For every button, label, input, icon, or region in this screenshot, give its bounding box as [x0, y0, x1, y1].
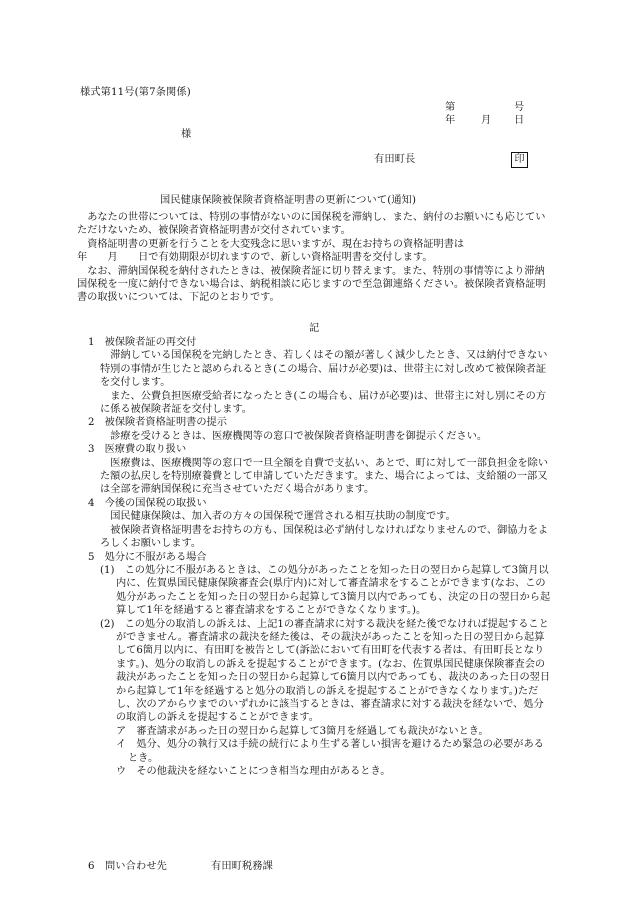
section-1-paragraph-2: また、公費負担医療受給者になったとき(この場合も、届けが必要)は、世帯主に対し別にその方に係る被保険者証を交付します。 — [100, 390, 547, 416]
ki-heading: 記 — [309, 323, 320, 334]
section-2-paragraph-1: 診療を受けるときは、医療機関等の窓口で被保険者資格証明書を御提示ください。 — [110, 430, 488, 442]
sections-1-4 — [88, 336, 551, 778]
date-hi: 日 — [514, 115, 525, 126]
section-5-sub-a: ア 審査請求があった日の翌日から起算して3箇月を経過しても裁決がないとき。 — [116, 725, 489, 737]
section-3-paragraph-1: 医療費は、医療機関等の窓口で一旦全額を自費で支払い、あとで、町に対して一部負担金を除いた額の払戻しを特別療養費として申請していただきます。また、場合によっては、支給額の一部又は全部を滞納国保税に充当させていただく場合があります。 — [100, 457, 549, 496]
section-5-heading: 5 処分に不服がある場合 — [88, 551, 207, 563]
section-4-paragraph-2: 被保険者資格証明書をお持ちの方も、国保税は必ず納付しなければなりませんので、御協力をよろしくお願いします。 — [100, 524, 549, 550]
section-5-sub-i: イ 処分、処分の執行又は手続の続行により生ずる著しい損害を避けるため緊急の必要があるとき。 — [116, 739, 544, 764]
section-5-sub-u: ウ その他裁決を経ないことにつき相当な理由があるとき。 — [116, 766, 391, 777]
section-5-item-1: (1) この処分に不服があるときは、この処分があったことを知った日の翌日から起算して3箇月以内に、佐賀県国民健康保険審査会(県庁内)に対して審査請求をすることができます(なお、この処分があったことを知った日の翌日から起算して3箇月以内であっても、決定の日の翌日から起算して1年を経過すると審査請求をすることができなくなります。)。 — [100, 564, 551, 617]
date-nen: 年 — [445, 115, 456, 126]
intro-block — [77, 211, 549, 305]
number-go: 号 — [514, 102, 525, 113]
section-1-heading: 1 被保険者証の再交付 — [88, 337, 197, 348]
document-title: 国民健康保険被保険者資格証明書の更新について(通知) — [160, 195, 417, 206]
intro-paragraph-2: 資格証明書の更新を行うことを大変残念に思いますが、現在お持ちの資格証明書は — [87, 238, 465, 250]
intro-paragraph-1: あなたの世帯については、特別の事情がないのに国保税を滞納し、また、納付のお願いにも応じていただけないため、被保険者資格証明書が交付されています。 — [77, 212, 546, 237]
intro-paragraph-3: 年 月 日で有効期限が切れますので、新しい資格証明書を交付します。 — [77, 252, 433, 264]
number-dai: 第 — [445, 102, 456, 113]
issuer-name: 有田町長 — [374, 154, 416, 165]
section-3-heading: 3 医療費の取り扱い — [88, 444, 187, 456]
contact-value: 有田町税務課 — [211, 861, 274, 872]
seal-stamp: 印 — [511, 152, 528, 168]
section-5-item-2: (2) この処分の取消しの訴えは、上記1の審査請求に対する裁決を経た後でなければ提起することができません。審査請求の裁決を経た後は、その裁決があったことを知った日の翌日から起算して6箇月以内に、有田町を被告として(訴訟において有田町を代表する者は、有田町長となります。)、処分の取消しの訴えを提起することができます。(なお、佐賀県国民健康保険審査会の裁決があったことを知った日の翌日から起算して6箇月以内であっても、裁決のあった日の翌日から起算して1年を経過すると処分の取消しの訴えを提起することができなくなります。)ただし、次のアからウまでのいずれかに該当するときは、審査請求に対する裁決を経ないで、処分の取消しの訴えを提起することができます。 — [100, 618, 551, 724]
section-4-paragraph-1: 国民健康保険は、加入者の方々の国保税で運営される相互扶助の制度です。 — [110, 511, 456, 523]
contact-label: 6 問い合わせ先 — [88, 861, 167, 872]
section-1-paragraph-1: 滞納している国保税を完納したとき、若しくはその額が著しく減少したとき、又は納付できない特別の事情が生じたと認められるとき(この場合、届けが必要)は、世帯主に対し改めて被保険者証を交付します。 — [100, 350, 548, 389]
intro-paragraph-4: なお、滞納国保税を納付されたときは、被保険者証に切り替えます。また、特別の事情等により滞納国保税を一度に納付できない場合は、納税相談に応じますので至急御連絡ください。被保険者資格証明書の取扱いについては、下記のとおりです。 — [77, 265, 546, 304]
form-number: 様式第11号(第7条関係) — [80, 87, 191, 98]
addressee-sama: 様 — [181, 129, 192, 140]
section-2-heading: 2 被保険者資格証明書の提示 — [88, 417, 227, 429]
section-4-heading: 4 今後の国保税の取扱い — [88, 497, 207, 509]
date-tsuki: 月 — [481, 115, 492, 126]
